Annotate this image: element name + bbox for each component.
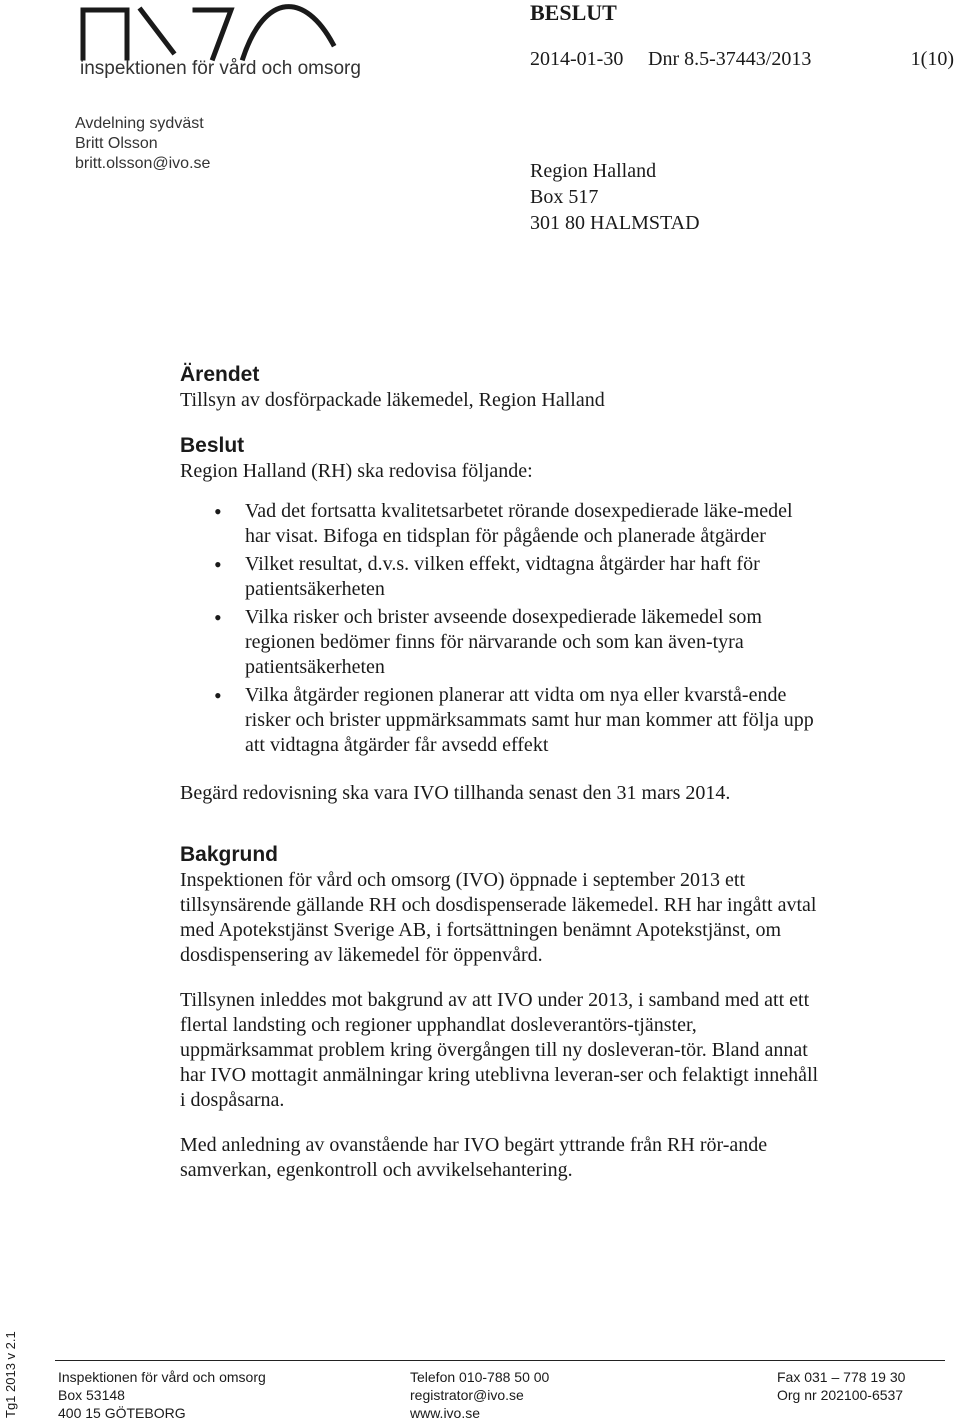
- document-date: 2014-01-30: [530, 48, 624, 70]
- footer-web[interactable]: www.ivo.se: [410, 1405, 481, 1421]
- list-item: • Vilket resultat, d.v.s. vilken effekt, vidtagna åtgärder har haft för patientsäkerheten: [245, 552, 820, 602]
- footer-email[interactable]: registrator@ivo.se: [410, 1387, 524, 1403]
- sender-email[interactable]: britt.olsson@ivo.se: [75, 155, 211, 172]
- footer-city: 400 15 GÖTEBORG: [58, 1405, 186, 1421]
- page-number: 1(10): [910, 48, 954, 70]
- footer-phone: Telefon 010-788 50 00: [410, 1369, 550, 1385]
- footer-contact: [410, 1368, 549, 1422]
- arendet-heading: Ärendet: [180, 363, 260, 386]
- footer-address: [58, 1368, 266, 1422]
- footer-divider: [55, 1360, 945, 1361]
- document-dnr: Dnr 8.5-37443/2013: [648, 48, 812, 70]
- bakgrund-paragraph: Inspektionen för vård och omsorg (IVO) öppnade i september 2013 ett tillsynsärende gällande RH och dosdispenserade läkemedel. RH har ingått avtal med Apotekstjänst Sverige AB, i fortsättningen benämnt Apotekstjänst, om dosdispensering av läkemedel för öppenvård.: [180, 869, 817, 966]
- sender-block: [75, 114, 210, 174]
- ivo-logo-mark: [75, 0, 345, 62]
- bakgrund-paragraph: Med anledning av ovanstående har IVO begärt yttrande från RH rör-ande samverkan, egenkontroll och avvikelsehantering.: [180, 1134, 768, 1181]
- document-type: BESLUT: [530, 0, 617, 25]
- footer-org-nr: Org nr 202100-6537: [777, 1387, 904, 1403]
- beslut-deadline: Begärd redovisning ska vara IVO tillhanda senast den 31 mars 2014.: [180, 782, 731, 804]
- logo-text: inspektionen för vård och omsorg: [80, 58, 361, 79]
- list-item: • Vilka åtgärder regionen planerar att vidta om nya eller kvarstå-ende risker och brister uppmärksammats samt hur man kommer att följa upp att vidtagna åtgärder får avsedd effekt: [245, 683, 820, 758]
- recipient-box: Box 517: [530, 186, 599, 208]
- beslut-heading: Beslut: [180, 434, 245, 457]
- footer-fax: Fax 031 – 778 19 30: [777, 1369, 906, 1385]
- bakgrund-paragraph: Tillsynen inleddes mot bakgrund av att IVO under 2013, i samband med att ett flertal landsting och regioner upphandlat dosleverantörs-tjänster, uppmärksammat problem kring övergången till ny dosleveran-tör. Bland annat har IVO mottagit anmälningar kring uteblivna leveran-ser och felaktigt innehåll i dospåsarna.: [180, 989, 819, 1111]
- recipient-address: [530, 158, 700, 236]
- arendet-text: Tillsyn av dosförpackade läkemedel, Region Halland: [180, 389, 605, 411]
- sender-name: Britt Olsson: [75, 135, 158, 152]
- template-version: Tg1 2013 v 2.1: [3, 1331, 18, 1418]
- footer-registry: [777, 1368, 905, 1404]
- ivo-logo: [75, 0, 345, 67]
- footer-box: Box 53148: [58, 1387, 125, 1403]
- recipient-org: Region Halland: [530, 160, 657, 182]
- bakgrund-heading: Bakgrund: [180, 843, 279, 866]
- list-item: • Vilka risker och brister avseende dosexpedierade läkemedel som regionen bedömer finns för närvarande och som kan även-tyra patientsäkerheten: [245, 605, 820, 680]
- sender-department: Avdelning sydväst: [75, 115, 204, 132]
- footer-org: Inspektionen för vård och omsorg: [58, 1369, 266, 1385]
- recipient-city: 301 80 HALMSTAD: [530, 212, 700, 234]
- document-body: [180, 362, 820, 1183]
- beslut-intro: Region Halland (RH) ska redovisa följande:: [180, 460, 533, 482]
- list-item: • Vad det fortsatta kvalitetsarbetet rörande dosexpedierade läke-medel har visat. Bifoga en tidsplan för pågående och planerade åtgärder: [245, 499, 820, 549]
- beslut-list: [180, 499, 820, 758]
